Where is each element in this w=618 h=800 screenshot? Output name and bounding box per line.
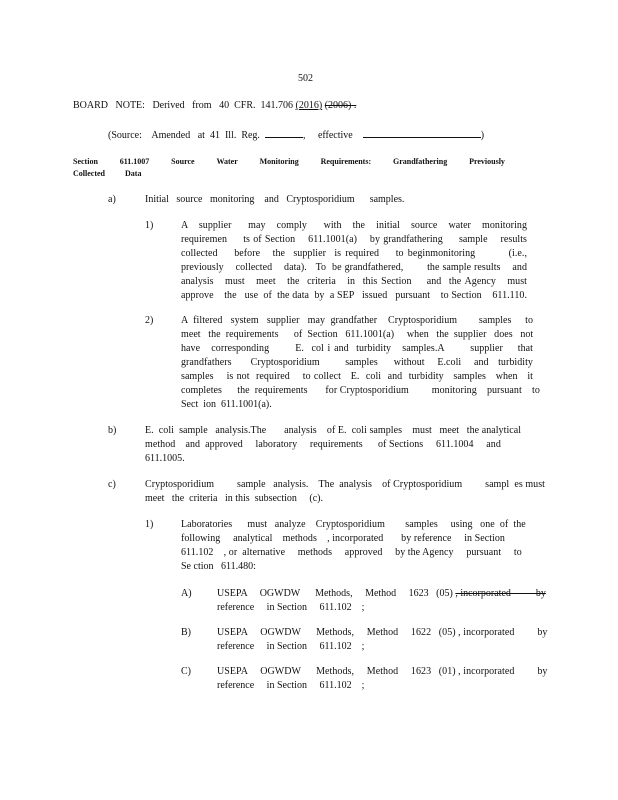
item-b-line1: USEPA OGWDW Methods, Method 1622 (05) , incorporated by	[217, 627, 548, 638]
heading-source: Source	[171, 157, 195, 166]
subsection-c1-label: 1)	[145, 519, 154, 530]
item-b-line2: reference in Section 611.102 ;	[217, 641, 365, 652]
source-comma: ,	[302, 130, 306, 141]
item-b-label: B)	[181, 627, 191, 638]
register-page-blank	[265, 127, 303, 138]
page-number: 502	[298, 73, 313, 84]
source-amended: Amended at 41 Ill. Reg.	[151, 130, 260, 141]
item-b-text	[217, 626, 548, 654]
c1-line: Laboratories must analyze Cryptosporidium samples using one of the	[181, 519, 526, 530]
a2-line: have corresponding E. col i and turbidity samples.A supplier that	[181, 343, 533, 354]
section-heading	[73, 157, 505, 166]
subsection-c1-text	[181, 518, 526, 574]
item-a-struck-text: , incorporated by	[455, 588, 546, 599]
item-a-label: A)	[181, 588, 192, 599]
b-line: E. coli sample analysis.The analysis of E. coli samples must meet the analytical	[145, 425, 522, 436]
item-c-line2: reference in Section 611.102 ;	[217, 680, 365, 691]
subsection-c-label: c)	[108, 479, 116, 490]
a2-line: Sect ion 611.1001(a).	[181, 399, 272, 410]
section-heading-line2	[73, 169, 141, 178]
subsection-a-text: Initial source monitoring and Cryptosporidium samples.	[145, 194, 405, 205]
heading-section: Section	[73, 157, 98, 166]
b-line: method and approved laboratory requirements of Sections 611.1004 and	[145, 439, 501, 450]
board-note-year-old: (2006)	[324, 100, 352, 111]
item-c-label: C)	[181, 666, 191, 677]
item-c-line1: USEPA OGWDW Methods, Method 1623 (01) , incorporated by	[217, 666, 548, 677]
board-note	[73, 99, 356, 113]
b-line: 611.1005.	[145, 453, 185, 464]
a1-line: approve the use of the data by a SEP issued pursuant to Section 611.110.	[181, 290, 527, 301]
c1-line: following analytical methods , incorporated by reference in Section	[181, 533, 505, 544]
board-note-text: BOARD NOTE: Derived from 40 CFR. 141.706	[73, 100, 296, 111]
source-line	[108, 127, 484, 143]
subsection-b-label: b)	[108, 425, 117, 436]
subsection-a2-label: 2)	[145, 315, 154, 326]
subsection-a-label: a)	[108, 194, 116, 205]
heading-requirements: Requirements:	[320, 157, 372, 166]
a1-line: A supplier may comply with the initial source water monitoring	[181, 220, 527, 231]
item-a-line2: reference in Section 611.102 ;	[217, 602, 365, 613]
a2-line: meet the requirements of Section 611.1001(a) when the supplier does not	[181, 329, 534, 340]
a2-line: samples is not required to collect E. coli and turbidity samples when it	[181, 371, 533, 382]
subsection-c-text	[145, 478, 545, 506]
board-note-trail: .	[351, 100, 357, 111]
source-effective: effective	[317, 130, 353, 141]
a1-line: previously collected data). To be grandfathered, the sample results and	[181, 262, 527, 273]
a2-line: completes the requirements for Cryptosporidium monitoring pursuant to	[181, 385, 540, 396]
a2-line: A filtered system supplier may grandfather Cryptosporidium samples to	[181, 315, 533, 326]
board-note-year-new: (2016)	[295, 100, 323, 111]
subsection-b-text	[145, 424, 521, 466]
heading-grandfathering: Grandfathering	[392, 157, 448, 166]
source-close: )	[480, 130, 485, 141]
source-open: (Source:	[108, 130, 142, 141]
heading-previously: Previously	[469, 157, 505, 166]
heading-monitoring: Monitoring	[259, 157, 299, 166]
a1-line: analysis must meet the criteria in this Section and the Agency must	[181, 276, 527, 287]
heading-number: 611.1007	[119, 157, 150, 166]
heading-data: Data	[125, 169, 142, 178]
c1-line: 611.102 , or alternative methods approved by the Agency pursuant to	[181, 547, 522, 558]
subsection-a1-text	[181, 219, 527, 303]
heading-collected: Collected	[73, 169, 105, 178]
heading-water: Water	[216, 157, 238, 166]
item-c-text	[217, 665, 548, 693]
a1-line: requiremen ts of Section 611.1001(a) by grandfathering sample results	[181, 234, 527, 245]
c1-line: Se ction 611.480:	[181, 561, 256, 572]
c-line: meet the criteria in this subsection (c).	[145, 493, 324, 504]
effective-date-blank	[363, 127, 481, 138]
a1-line: collected before the supplier is required to beginmonitoring (i.e.,	[181, 248, 527, 259]
subsection-a2-text	[181, 314, 540, 412]
item-a-line1: USEPA OGWDW Methods, Method 1623 (05)	[217, 588, 453, 599]
item-a-text	[217, 587, 546, 615]
subsection-a1-label: 1)	[145, 220, 154, 231]
a2-line: grandfathers Cryptosporidium samples without E.coli and turbidity	[181, 357, 533, 368]
c-line: Cryptosporidium sample analysis. The analysis of Cryptosporidium sampl es must	[145, 479, 545, 490]
